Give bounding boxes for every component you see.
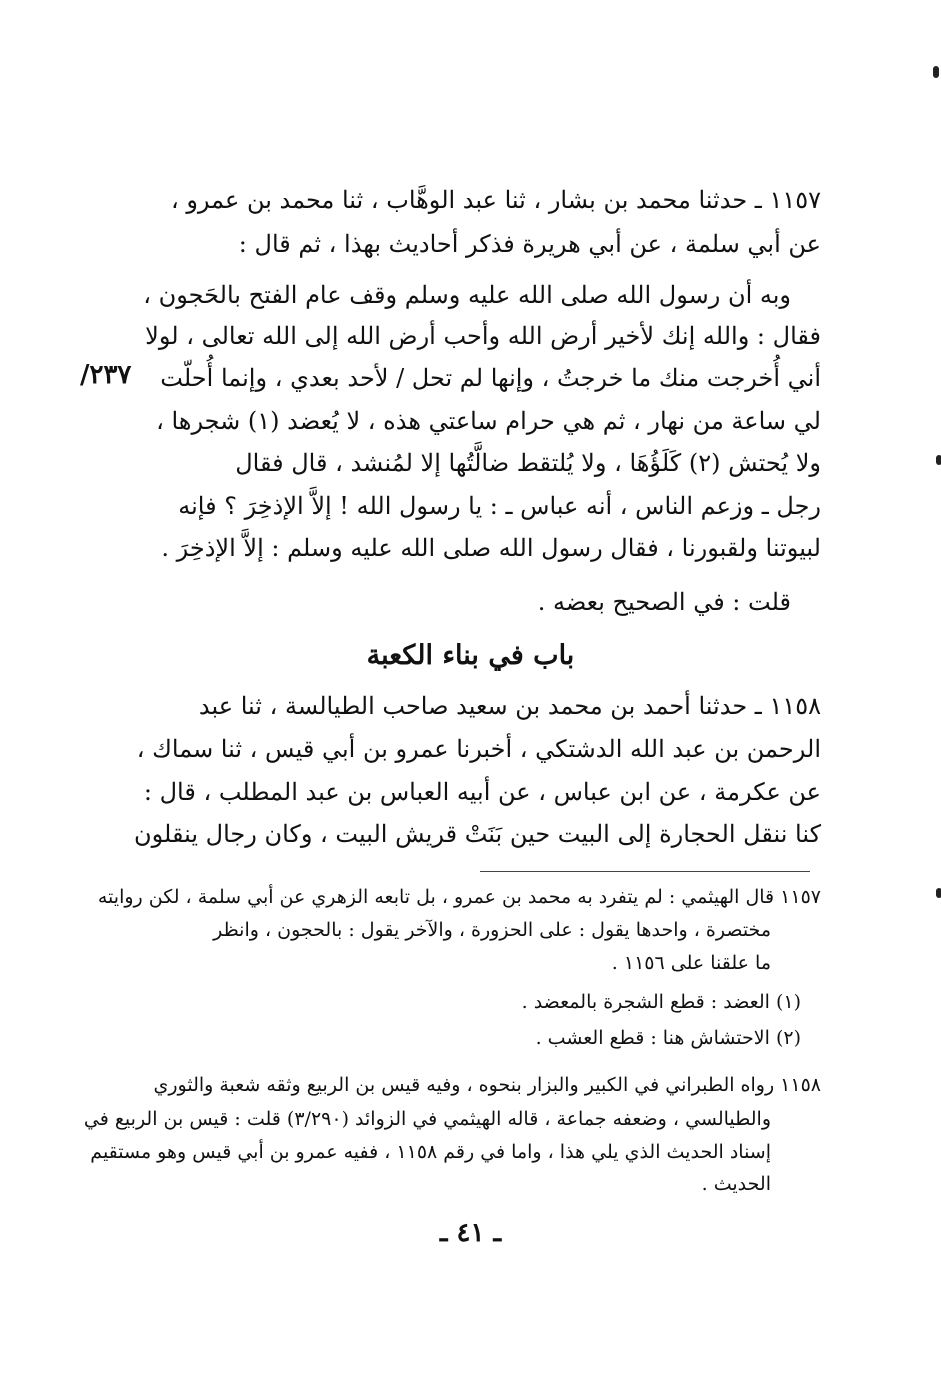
hadith-1157-line: عن أبي سلمة ، عن أبي هريرة فذكر أحاديث بهذا ، ثم قال : (238, 230, 821, 258)
scan-mark (936, 888, 941, 898)
hadith-1157-line: ١١٥٧ ـ حدثنا محمد بن بشار ، ثنا عبد الوهَّاب ، ثنا محمد بن عمرو ، (170, 186, 821, 214)
scan-mark (936, 455, 941, 465)
footnote-1157-cont: ما علقنا على ١١٥٦ . (611, 952, 771, 974)
footnote-2: (٢) الاحتشاش هنا : قطع العشب . (535, 1027, 801, 1049)
margin-reference: ٢٣٧/ (80, 360, 132, 390)
footnote-1158-cont: الحديث . (701, 1173, 771, 1195)
hadith-1157-line: وبه أن رسول الله صلى الله عليه وسلم وقف عام الفتح بالحَجون ، (143, 281, 791, 309)
footnote-1158-cont: إسناد الحديث الذي يلي هذا ، واما في رقم ١١٥٨ ، ففيه عمرو بن أبي قيس وهو مستقيم (90, 1141, 771, 1163)
hadith-1157-line: لبيوتنا ولقبورنا ، فقال رسول الله صلى الله عليه وسلم : إلاَّ الإذخِرَ . (161, 534, 821, 562)
footnote-divider (480, 871, 810, 872)
hadith-1157-line: لي ساعة من نهار ، ثم هي حرام ساعتي هذه ، لا يُعضد (١) شجرها ، (156, 407, 821, 435)
hadith-1158-line: كنا ننقل الحجارة إلى البيت حين بَنَتْ قريش البيت ، وكان رجال ينقلون (134, 820, 821, 848)
footnote-1158-cont: والطيالسي ، وضعفه جماعة ، قاله الهيثمي في الزوائد (٣/٢٩٠) قلت : قيس بن الربيع في (83, 1108, 771, 1130)
hadith-1157-line: ولا يُحتش (٢) كَلَؤُهَا ، ولا يُلتقط ضالَّتُها إلا لمُنشد ، قال فقال (235, 449, 821, 477)
chapter-heading: باب في بناء الكعبة (366, 640, 575, 671)
hadith-1158-line: عن عكرمة ، عن ابن عباس ، عن أبيه العباس بن عبد المطلب ، قال : (143, 778, 821, 806)
footnote-1: (١) العضد : قطع الشجرة بالمعضد . (521, 991, 801, 1013)
page-number: ـ ٤١ ـ (439, 1218, 502, 1248)
grading-note: قلت : في الصحيح بعضه . (537, 588, 791, 616)
hadith-1158-line: الرحمن بن عبد الله الدشتكي ، أخبرنا عمرو بن أبي قيس ، ثنا سماك ، (136, 735, 821, 763)
footnote-1157-cont: مختصرة ، واحدها يقول : على الحزورة ، والآخر يقول : بالحجون ، وانظر (213, 919, 771, 941)
footnote-1158: ١١٥٨ رواه الطبراني في الكبير والبزار بنحوه ، وفيه قيس بن الربيع وثقه شعبة والثوري (153, 1074, 821, 1096)
hadith-1157-line: فقال : والله إنك لأخير أرض الله وأحب أرض الله إلى الله تعالى ، لولا (145, 322, 821, 350)
footnote-1157: ١١٥٧ قال الهيثمي : لم يتفرد به محمد بن عمرو ، بل تابعه الزهري عن أبي سلمة ، لكن روايته (97, 886, 821, 908)
hadith-1157-line: رجل ـ وزعم الناس ، أنه عباس ـ : يا رسول الله ! إلاَّ الإذخِرَ ؟ فإنه (178, 492, 821, 520)
scan-mark (933, 66, 939, 78)
hadith-1158-line: ١١٥٨ ـ حدثنا أحمد بن محمد بن سعيد صاحب الطيالسة ، ثنا عبد (198, 692, 821, 720)
hadith-1157-line: أني أُخرجت منك ما خرجتُ ، وإنها لم تحل / لأحد بعدي ، وإنما أُحلّت (160, 364, 821, 392)
